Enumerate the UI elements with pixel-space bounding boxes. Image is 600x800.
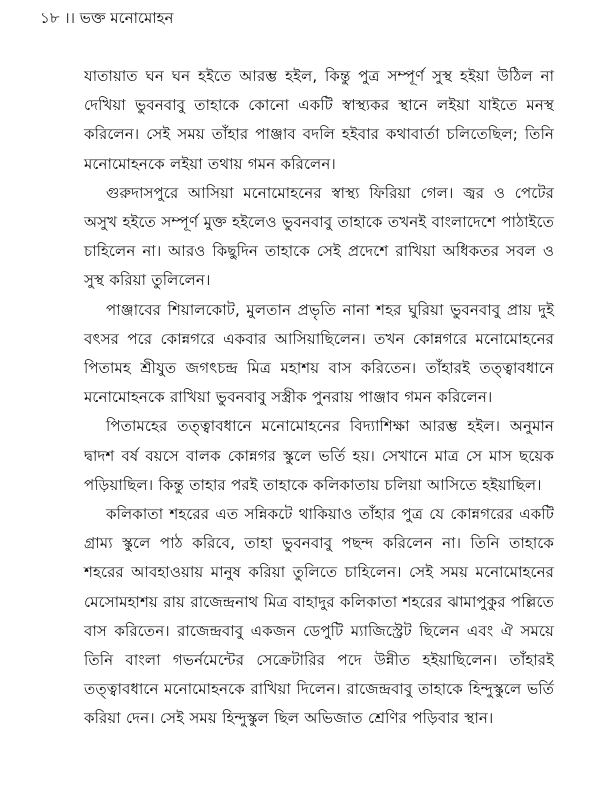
paragraph-1: যাতায়াত ঘন ঘন হইতে আরম্ভ হইল, কিন্তু পুত্র সম্পূর্ণ সুস্থ হইয়া উঠিল না দেখিয়া ভুবনবাবু তাহাকে কোনো একটি স্বাস্থ্যকর স্থানে লইয়া যাইতে মনস্থ করিলেন। সেই সময় তাঁহার পাঞ্জাব বদলি হইবার কথাবার্তা চলিতেছিল; তিনি মনোমোহনকে লইয়া তথায় গমন করিলেন।: [84, 67, 554, 173]
paragraph-3: পাঞ্জাবের শিয়ালকোট, মুলতান প্রভৃতি নানা শহর ঘুরিয়া ভুবনবাবু প্রায় দুই বৎসর পরে কোন্নগরে একবার আসিয়াছিলেন। তখন কোন্নগরে মনোমোহনের পিতামহ শ্রীযুত জগৎচন্দ্র মিত্র মহাশয় বাস করিতেন। তাঁহারই তত্ত্বাবধানে মনোমোহনকে রাখিয়া ভুবনবাবু সস্ত্রীক পুনরায় পাঞ্জাব গমন করিলেন।: [84, 300, 554, 407]
paragraph-5: কলিকাতা শহরের এত সন্নিকটে থাকিয়াও তাঁহার পুত্র যে কোন্নগরের একটি গ্রাম্য স্কুলে পাঠ করিবে, তাহা ভুবনবাবু পছন্দ করিলেন না। তিনি তাহাকে শহরের আবহাওয়ায় মানুষ করিয়া তুলিতে চাহিলেন। সেই সময় মনোমোহনের মেসোমহাশয় রায় রাজেন্দ্রনাথ মিত্র বাহাদুর কলিকাতা শহরের ঝামাপুকুর পল্লিতে বাস করিতেন। রাজেন্দ্রবাবু একজন ডেপুটি ম্যাজিস্ট্রেট ছিলেন এবং ঐ সময়ে তিনি বাংলা গভর্নমেন্টের সেক্রেটারির পদে উন্নীত হইয়াছিলেন। তাঁহারই তত্ত্বাবধানে মনোমোহনকে রাখিয়া দিলেন। রাজেন্দ্রবাবু তাহাকে হিন্দুস্কুলে ভর্তি করিয়া দেন। সেই সময় হিন্দুস্কুল ছিল অভিজাত শ্রেণির পড়িবার স্থান।: [84, 505, 554, 728]
page-number: ১৮: [40, 9, 60, 27]
paragraph-4: পিতামহের তত্ত্বাবধানে মনোমোহনের বিদ্যাশিক্ষা আরম্ভ হইল। অনুমান দ্বাদশ বর্ষ বয়সে বালক কোন্নগর স্কুলে ভর্তি হয়। সেখানে মাত্র সে মাস ছয়েক পড়িয়াছিল। কিন্তু তাহার পরই তাহাকে কলিকাতায় চলিয়া আসিতে হইয়াছিল।: [84, 417, 555, 494]
running-header: [40, 8, 173, 28]
header-separator: ।।: [64, 9, 75, 27]
book-title: ভক্ত মনোমোহন: [79, 9, 174, 27]
paragraph-2: গুরুদাসপুরে আসিয়া মনোমোহনের স্বাস্থ্য ফিরিয়া গেল। জ্বর ও পেটের অসুখ হইতে সম্পূর্ণ মুক্ত হইলেও ভুবনবাবু তাহাকে তখনই বাংলাদেশে পাঠাইতে চাহিলেন না। আরও কিছুদিন তাহাকে সেই প্রদেশে রাখিয়া অধিকতর সবল ও সুস্থ করিয়া তুলিলেন।: [84, 183, 554, 290]
body-text: [84, 62, 554, 734]
